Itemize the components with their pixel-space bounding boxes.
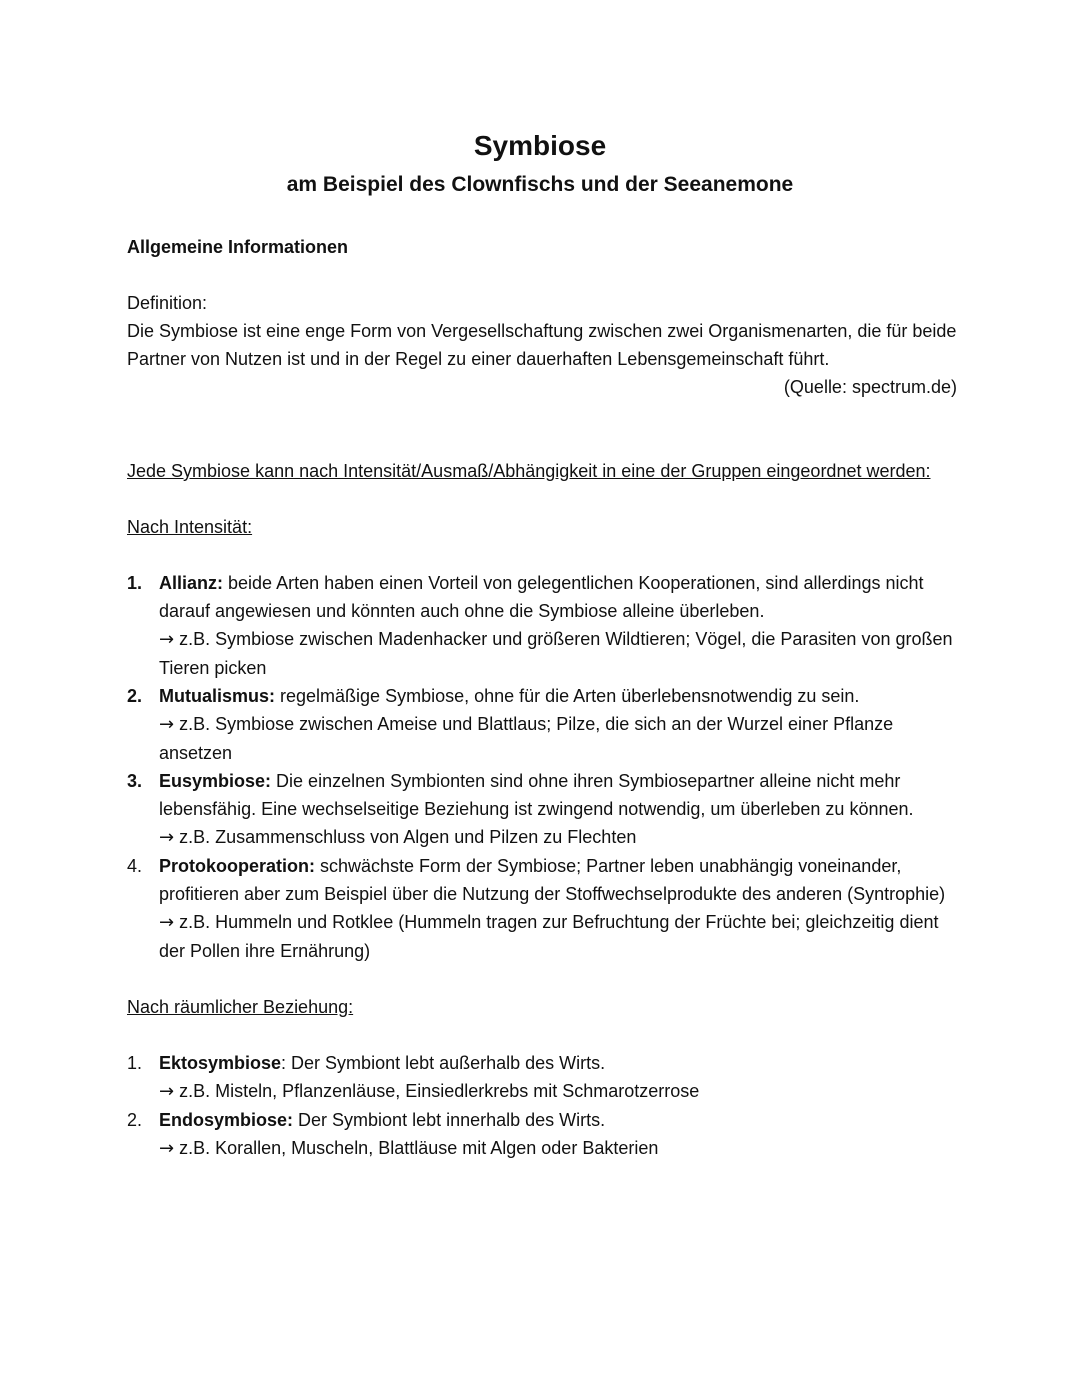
item-number: 2. xyxy=(127,686,143,706)
list-item xyxy=(127,852,957,965)
intensity-list xyxy=(127,569,957,965)
item-term: Allianz: xyxy=(159,573,224,593)
item-example: → z.B. Zusammenschluss von Algen und Pilzen zu Flechten xyxy=(159,827,637,848)
spatial-list xyxy=(127,1049,957,1163)
spatial-heading: Nach räumlicher Beziehung: xyxy=(127,997,354,1017)
item-term: Protokooperation: xyxy=(159,856,315,876)
item-text: Der Symbiont lebt innerhalb des Wirts. xyxy=(293,1110,606,1130)
list-item xyxy=(127,569,957,682)
item-term: Ektosymbiose xyxy=(159,1053,282,1073)
item-term: Mutualismus: xyxy=(159,686,276,706)
item-text: Die einzelnen Symbionten sind ohne ihren Symbiosepartner alleine nicht mehr lebensfähig. Eine wechselseitige Beziehung ist zwingend notwendig, um überleben zu können. xyxy=(159,771,914,819)
definition-text: Die Symbiose ist eine enge Form von Vergesellschaftung zwischen zwei Organismenarten, die für beide Partner von Nutzen ist und in der Regel zu einer dauerhaften Lebensgemeinschaft führt. xyxy=(127,321,957,369)
arrow-right-icon: → xyxy=(159,912,175,933)
list-item xyxy=(127,1106,957,1163)
arrow-right-icon: → xyxy=(159,827,175,848)
arrow-right-icon: → xyxy=(159,1138,175,1159)
item-text: regelmäßige Symbiose, ohne für die Arten überlebensnotwendig zu sein. xyxy=(275,686,860,706)
item-example: → z.B. Symbiose zwischen Madenhacker und größeren Wildtieren; Vögel, die Parasiten von großen Tieren picken xyxy=(159,629,953,678)
page-subtitle: am Beispiel des Clownfischs und der Seeanemone xyxy=(286,173,794,196)
item-number: 1. xyxy=(127,1053,143,1073)
item-example: → z.B. Hummeln und Rotklee (Hummeln tragen zur Befruchtung der Früchte bei; gleichzeitig dient der Pollen ihre Ernährung) xyxy=(159,912,939,961)
definition-label: Definition: xyxy=(127,293,208,313)
groups-intro: Jede Symbiose kann nach Intensität/Ausmaß/Abhängigkeit in eine der Gruppen eingeordnet werden: xyxy=(127,461,931,481)
intensity-heading: Nach Intensität: xyxy=(127,517,253,537)
item-number: 2. xyxy=(127,1110,143,1130)
list-item xyxy=(127,1049,957,1106)
item-number: 4. xyxy=(127,856,143,876)
item-example: → z.B. Symbiose zwischen Ameise und Blattlaus; Pilze, die sich an der Wurzel einer Pflanze ansetzen xyxy=(159,714,894,763)
item-example: → z.B. Misteln, Pflanzenläuse, Einsiedlerkrebs mit Schmarotzerrose xyxy=(159,1081,700,1102)
arrow-right-icon: → xyxy=(159,629,175,650)
item-text: schwächste Form der Symbiose; Partner leben unabhängig voneinander, profitieren aber zum Beispiel über die Nutzung der Stoffwechselprodukte des anderen (Syntrophie) xyxy=(159,856,946,904)
page-title: Symbiose xyxy=(473,130,607,161)
item-example: → z.B. Korallen, Muscheln, Blattläuse mit Algen oder Bakterien xyxy=(159,1138,659,1159)
arrow-right-icon: → xyxy=(159,714,175,735)
item-number: 3. xyxy=(127,771,143,791)
item-text: beide Arten haben einen Vorteil von gelegentlichen Kooperationen, sind allerdings nicht darauf angewiesen und könnten auch ohne die Symbiose alleine überleben. xyxy=(159,573,924,621)
item-term: Endosymbiose: xyxy=(159,1110,294,1130)
list-item xyxy=(127,767,957,852)
source-citation: (Quelle: spectrum.de) xyxy=(783,377,957,397)
item-text: : Der Symbiont lebt außerhalb des Wirts. xyxy=(281,1053,606,1073)
item-number: 1. xyxy=(127,573,143,593)
arrow-right-icon: → xyxy=(159,1081,175,1102)
item-term: Eusymbiose: xyxy=(159,771,272,791)
section-heading: Allgemeine Informationen xyxy=(127,237,349,257)
document-body xyxy=(127,233,957,1163)
list-item xyxy=(127,682,957,767)
